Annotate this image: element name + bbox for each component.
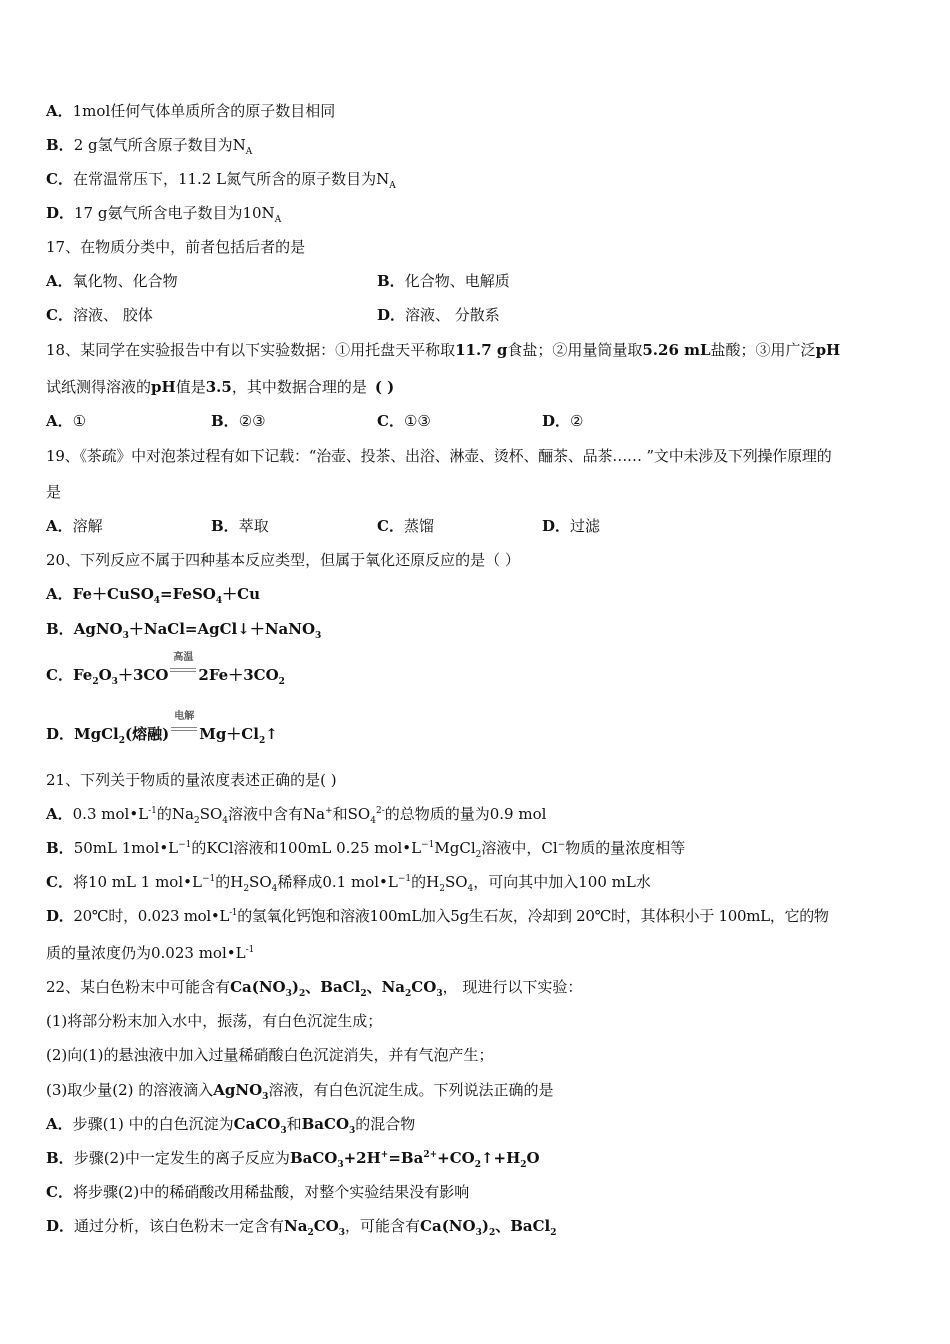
q19-option-c: C．蒸馏 xyxy=(377,517,434,535)
q17-option-b: B．化合物、电解质 xyxy=(377,272,510,290)
q17-option-d: D．溶液、 分散系 xyxy=(377,306,500,324)
q16-option-d: D．17 g氨气所含电子数目为$10N_A$ xyxy=(46,204,282,225)
q18-option-c: C．①③ xyxy=(377,412,431,430)
q20-option-a: A．Fe＋CuSO$_4$=FeSO$_4$＋Cu xyxy=(46,585,260,606)
q21-option-c: C．将10 mL 1 $mol•L^{-1}$的$H_2SO_4$稀释成0.1 $mol•L^{-1}$的$H_2SO_4$，可向其中加入100 mL水 xyxy=(46,873,651,894)
q19-stem-line1: 19、《茶疏》中对泡茶过程有如下记载：“治壶、投茶、出浴、淋壶、烫杯、酾茶、品茶…… ”文中未涉及下列操作原理的 xyxy=(46,447,832,465)
q21-stem: 21、下列关于物质的量浓度表述正确的是( ) xyxy=(46,771,337,789)
q22-step-2: (2)向(1)的悬浊液中加入过量稀硝酸白色沉淀消失，并有气泡产生； xyxy=(46,1046,494,1064)
q18-option-a: A．① xyxy=(46,412,87,430)
q16-option-c: C．在常温常压下，11.2 L氮气所含的原子数目为$N_A$ xyxy=(46,170,396,191)
q22-step-1: (1)将部分粉末加入水中，振荡，有白色沉淀生成； xyxy=(46,1012,383,1030)
q17-option-a: A．氧化物、化合物 xyxy=(46,272,178,290)
q19-option-a: A．溶解 xyxy=(46,517,103,535)
q16-option-a: A．1mol任何气体单质所含的原子数目相同 xyxy=(46,102,336,120)
q19-option-d: D．过滤 xyxy=(542,517,601,535)
q22-step-3: (3)取少量(2) 的溶液滴入AgNO$_3$溶液，有白色沉淀生成。下列说法正确的是 xyxy=(46,1081,554,1102)
q17-option-c: C．溶液、 胶体 xyxy=(46,306,153,324)
q21-option-d-line2: 质的量浓度仍为0.023 $mol•L^{-1}$ xyxy=(46,944,255,962)
q22-option-b: B．步骤(2)中一定发生的离子反应为$BaCO_3+2H^+=Ba^{2+}+CO_2↑+H_2O$ xyxy=(46,1149,540,1170)
q20-option-b: B．AgNO$_3$＋NaCl=AgCl↓＋NaNO$_3$ xyxy=(46,620,322,641)
condition-electrolysis: 电解 xyxy=(171,725,197,745)
q21-option-d-line1: D．20℃时，0.023 $mol•L^{-1}$的氢氧化钙饱和溶液100mL加入5g生石灰，冷却到 20℃时，其体积小于 100mL，它的物 xyxy=(46,907,829,925)
q18-option-d: D．② xyxy=(542,412,584,430)
q20-option-d: D．MgCl$_2$(熔融) 电解 $Mg+Cl_2↑$ xyxy=(46,711,278,746)
q18-stem-line1: 18、某同学在实验报告中有以下实验数据：①用托盘天平称取11.7 g食盐；②用量筒量取5.26 mL盐酸；③用广泛pH xyxy=(46,341,841,359)
q22-option-a: A．步骤(1) 中的白色沉淀为CaCO$_3$和BaCO$_3$的混合物 xyxy=(46,1115,416,1136)
q22-option-c: C．将步骤(2)中的稀硝酸改用稀盐酸，对整个实验结果没有影响 xyxy=(46,1183,470,1201)
q19-option-b: B．萃取 xyxy=(211,517,269,535)
q17-stem: 17、在物质分类中，前者包括后者的是 xyxy=(46,238,306,256)
q22-option-d: D．通过分析，该白色粉末一定含有$Na_2CO_3$，可能含有$Ca(NO_3)_2$、BaCl$_2$ xyxy=(46,1217,557,1238)
q22-stem: 22、某白色粉末中可能含有$Ca(NO_3)_2$、BaCl$_2$、$Na_2CO_3$， 现进行以下实验： xyxy=(46,978,583,999)
q18-stem-line2: 试纸测得溶液的pH值是3.5，其中数据合理的是 ( ) xyxy=(46,378,395,396)
q20-option-c: C．$Fe_2O_3+3CO$ 高温 $2Fe+3CO_2$ xyxy=(46,652,285,687)
q21-option-a: A．0.3 $mol•L^{-1}$的$Na_2SO_4$溶液中含有Na+和$SO_4^{2-}$的总物质的量为0.9 mol xyxy=(46,805,547,826)
q18-option-b: B．②③ xyxy=(211,412,266,430)
condition-high-temp: 高温 xyxy=(170,666,196,686)
q19-stem-line2: 是 xyxy=(46,483,62,501)
q16-option-b: B．2 g氢气所含原子数目为$N_A$ xyxy=(46,136,253,157)
q21-option-b: B．50mL $1mol•L^{-1}$的KCl溶液和100mL 0.25 $mol•L^{-1}MgCl_2$溶液中，Cl−物质的量浓度相等 xyxy=(46,839,686,860)
q20-stem: 20、下列反应不属于四种基本反应类型，但属于氧化还原反应的是（ ） xyxy=(46,551,520,569)
